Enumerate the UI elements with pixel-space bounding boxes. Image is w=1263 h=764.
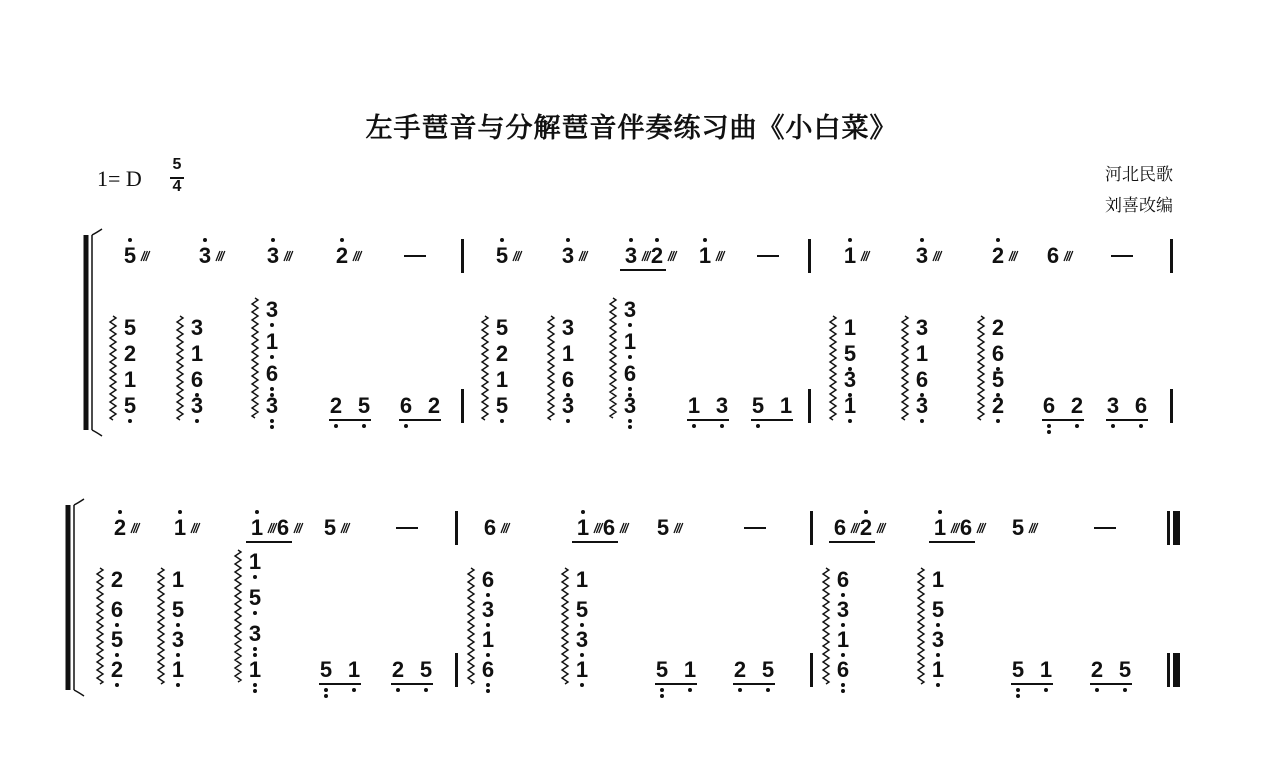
note-digit: 1	[687, 393, 701, 418]
note-digit: 5	[419, 657, 433, 682]
note-digit: 1	[265, 329, 279, 354]
note-digit: 6	[836, 567, 850, 592]
origin-credit: 河北民歌	[1105, 165, 1173, 185]
arpeggio-wavy-line-icon	[823, 568, 829, 684]
arpeggio-wavy-line-icon	[830, 316, 836, 420]
note-digit: 6	[991, 341, 1005, 366]
note-digit: 1	[623, 329, 637, 354]
note-digit: 5	[1011, 515, 1025, 540]
arpeggio-wavy-line-icon	[158, 568, 164, 684]
note-digit: 3	[623, 393, 637, 418]
note-digit: 5	[110, 627, 124, 652]
bracket-hook-bottom	[74, 690, 84, 696]
note-digit: 1	[248, 549, 262, 574]
note-digit: 5	[655, 657, 669, 682]
note-digit: 2	[991, 315, 1005, 340]
note-digit: 5	[123, 315, 137, 340]
note-digit: 6	[481, 567, 495, 592]
note-digit: 1	[575, 567, 589, 592]
note-digit: 1	[561, 341, 575, 366]
note-digit: 6	[833, 515, 847, 540]
note-digit: 1	[915, 341, 929, 366]
note-digit: 5	[319, 657, 333, 682]
note-digit: 5	[1118, 657, 1132, 682]
note-digit: 2	[391, 657, 405, 682]
note-digit: 5	[495, 393, 509, 418]
note-digit: 1	[190, 341, 204, 366]
note-digit: 2	[123, 341, 137, 366]
score-title: 左手琶音与分解琶音伴奏练习曲《小白菜》	[365, 113, 898, 144]
note-digit: 1	[843, 243, 857, 268]
note-digit: 3	[931, 627, 945, 652]
key-signature: 1= D	[97, 166, 142, 191]
note-digit: 3	[481, 597, 495, 622]
note-digit: 5	[495, 315, 509, 340]
note-digit: 1	[931, 567, 945, 592]
note-digit: 3	[171, 627, 185, 652]
note-digit: 3	[561, 243, 575, 268]
note-digit: 5	[248, 585, 262, 610]
note-digit: 6	[623, 361, 637, 386]
note-digit: 2	[427, 393, 441, 418]
note-digit: 2	[1070, 393, 1084, 418]
note-digit: 1	[250, 515, 264, 540]
time-signature-denominator: 4	[172, 178, 182, 195]
arpeggio-wavy-line-icon	[468, 568, 474, 684]
note-digit: 2	[335, 243, 349, 268]
note-digit: 3	[561, 315, 575, 340]
note-digit: 1	[248, 657, 262, 682]
note-digit: 6	[276, 515, 290, 540]
arpeggio-wavy-line-icon	[562, 568, 568, 684]
note-digit: 5	[171, 597, 185, 622]
note-digit: 1	[575, 657, 589, 682]
note-digit: 5	[931, 597, 945, 622]
arpeggio-wavy-line-icon	[902, 316, 908, 420]
note-digit: 5	[843, 341, 857, 366]
arpeggio-wavy-line-icon	[235, 550, 241, 682]
bracket-hook-bottom	[92, 430, 102, 436]
note-digit: 2	[110, 657, 124, 682]
note-digit: 2	[110, 567, 124, 592]
note-digit: 3	[1106, 393, 1120, 418]
note-digit: 1	[1039, 657, 1053, 682]
note-digit: 6	[190, 367, 204, 392]
note-digit: 2	[329, 393, 343, 418]
note-digit: 5	[991, 367, 1005, 392]
note-digit: 6	[561, 367, 575, 392]
note-digit: 3	[248, 621, 262, 646]
note-digit: 6	[1046, 243, 1060, 268]
note-digit: 5	[751, 393, 765, 418]
time-signature-numerator: 5	[172, 156, 182, 173]
bracket-hook-top	[92, 229, 102, 235]
note-digit: 3	[265, 393, 279, 418]
note-digit: 3	[561, 393, 575, 418]
note-digit: 6	[399, 393, 413, 418]
note-digit: 1	[347, 657, 361, 682]
note-digit: 1	[481, 627, 495, 652]
note-digit: 1	[576, 515, 590, 540]
note-digit: 6	[483, 515, 497, 540]
arpeggio-wavy-line-icon	[97, 568, 103, 684]
note-digit: 1	[171, 567, 185, 592]
note-digit: 5	[123, 243, 137, 268]
note-digit: 1	[931, 657, 945, 682]
note-digit: 2	[113, 515, 127, 540]
arpeggio-wavy-line-icon	[918, 568, 924, 684]
note-digit: 5	[761, 657, 775, 682]
note-digit: 3	[265, 297, 279, 322]
note-digit: 1	[683, 657, 697, 682]
note-digit: 5	[1011, 657, 1025, 682]
arpeggio-wavy-line-icon	[252, 298, 258, 418]
note-digit: 3	[843, 367, 857, 392]
note-digit: 3	[266, 243, 280, 268]
note-digit: 1	[843, 315, 857, 340]
note-digit: 3	[190, 393, 204, 418]
note-digit: 3	[623, 297, 637, 322]
note-digit: 5	[495, 243, 509, 268]
note-digit: 3	[198, 243, 212, 268]
note-digit: 2	[733, 657, 747, 682]
arpeggio-wavy-line-icon	[610, 298, 616, 418]
note-digit: 6	[110, 597, 124, 622]
note-digit: 1	[171, 657, 185, 682]
note-digit: 6	[265, 361, 279, 386]
note-digit: 1	[843, 393, 857, 418]
note-digit: 3	[836, 597, 850, 622]
note-digit: 2	[991, 393, 1005, 418]
note-digit: 1	[495, 367, 509, 392]
note-digit: 5	[357, 393, 371, 418]
note-digit: 6	[959, 515, 973, 540]
note-digit: 3	[575, 627, 589, 652]
note-digit: 1	[173, 515, 187, 540]
arranger-credit: 刘喜改编	[1105, 196, 1173, 216]
note-digit: 3	[915, 393, 929, 418]
note-digit: 5	[123, 393, 137, 418]
note-digit: 3	[915, 243, 929, 268]
note-digit: 6	[602, 515, 616, 540]
note-digit: 2	[1090, 657, 1104, 682]
note-digit: 1	[698, 243, 712, 268]
arpeggio-wavy-line-icon	[110, 316, 116, 420]
note-digit: 2	[495, 341, 509, 366]
note-digit: 1	[836, 627, 850, 652]
note-digit: 3	[624, 243, 638, 268]
note-digit: 5	[656, 515, 670, 540]
note-digit: 3	[715, 393, 729, 418]
note-digit: 1	[123, 367, 137, 392]
note-digit: 3	[190, 315, 204, 340]
note-digit: 3	[915, 315, 929, 340]
note-digit: 6	[481, 657, 495, 682]
note-digit: 5	[575, 597, 589, 622]
note-digit: 2	[650, 243, 664, 268]
note-digit: 6	[836, 657, 850, 682]
bracket-hook-top	[74, 499, 84, 505]
note-digit: 5	[323, 515, 337, 540]
arpeggio-wavy-line-icon	[548, 316, 554, 420]
note-digit: 2	[859, 515, 873, 540]
note-digit: 6	[915, 367, 929, 392]
arpeggio-wavy-line-icon	[978, 316, 984, 420]
note-digit: 1	[933, 515, 947, 540]
note-digit: 6	[1042, 393, 1056, 418]
arpeggio-wavy-line-icon	[482, 316, 488, 420]
note-digit: 1	[779, 393, 793, 418]
note-digit: 6	[1134, 393, 1148, 418]
note-digit: 2	[991, 243, 1005, 268]
arpeggio-wavy-line-icon	[177, 316, 183, 420]
